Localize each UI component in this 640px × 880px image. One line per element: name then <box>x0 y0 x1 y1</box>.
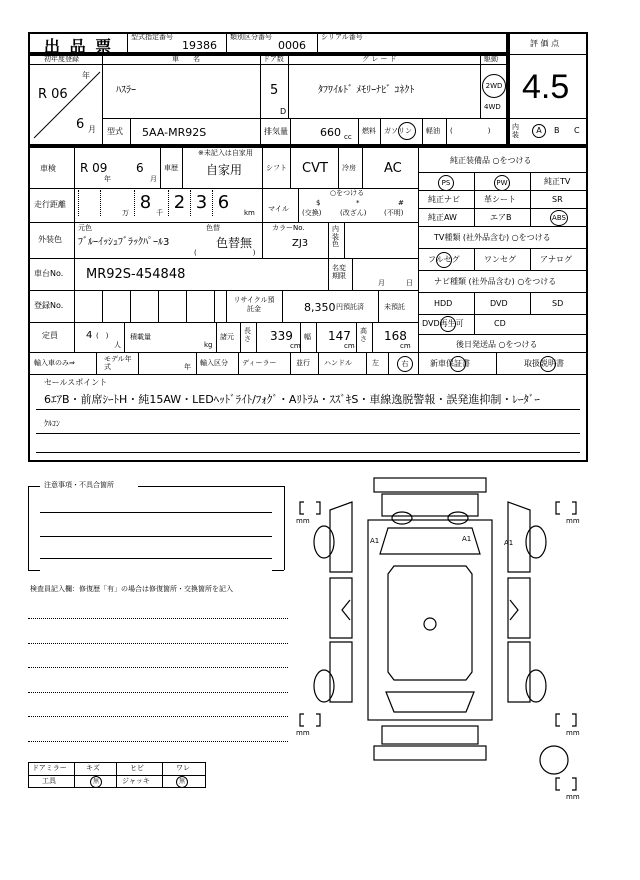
mileage-man-suffix: 万 <box>122 209 129 217</box>
tv-fullseg: フルセグ <box>428 255 460 264</box>
notes-title: 注意事項・不具合箇所 <box>44 481 114 489</box>
later-manual-circle <box>540 356 556 372</box>
length-unit: cm <box>290 342 301 350</box>
type-designation-label: 型式指定番号 <box>131 33 173 41</box>
model-year-label: モデル年式 <box>104 355 132 372</box>
first-reg-era: R 06 <box>38 87 68 102</box>
interior-grade-b: B <box>554 126 560 135</box>
diagram-mark-1: A1 <box>370 537 380 545</box>
dims-label: 諸元 <box>220 333 234 341</box>
length-value: 339 <box>270 329 293 343</box>
capacity-paren: ( ) <box>96 332 109 340</box>
navi-hdd: HDD <box>434 299 453 308</box>
tv-analog: アナログ <box>540 255 572 264</box>
name-change-day: 日 <box>406 279 413 287</box>
equip-genuine-tv: 純正TV <box>544 177 571 186</box>
import-parallel: 並行 <box>296 359 310 367</box>
displacement-unit: cc <box>344 133 352 141</box>
navi-sd: SD <box>552 299 564 308</box>
category-value: 0006 <box>278 39 306 52</box>
equip-pw: PW <box>494 175 510 191</box>
capacity-value: 4 <box>86 330 93 341</box>
height-unit: cm <box>400 342 411 350</box>
color-no-value: ZJ3 <box>292 238 309 249</box>
tv-title: TV種類 (社外品含む) ○をつける <box>434 233 551 242</box>
grade-value: ﾀﾌﾜｲﾙﾄﾞ ﾒﾓﾘｰﾅﾋﾞ ｺﾈｸﾄ <box>318 85 415 96</box>
length-label: 長さ <box>244 327 251 343</box>
model-value: 5AA-MR92S <box>142 126 207 139</box>
navi-dvd-playable-circle <box>440 316 456 332</box>
doors-type: D <box>280 107 287 116</box>
drive-2wd: 2WD <box>482 74 506 98</box>
mile-label: マイル <box>268 205 289 213</box>
inspection-year: R 09 <box>80 161 108 175</box>
model-year-suffix: 年 <box>184 363 191 371</box>
history-value: 自家用 <box>206 163 243 177</box>
door-mirror-label: ドアミラー <box>32 764 67 772</box>
doors-value: 5 <box>270 83 279 98</box>
mileage-digit <box>100 190 122 216</box>
diagram-mark-3: A1 <box>504 539 514 547</box>
car-name-label: 車 名 <box>172 55 200 63</box>
original-color-label: 元色 <box>78 224 92 232</box>
height-label: 高さ <box>360 327 367 343</box>
tools-status: 無 <box>90 776 102 788</box>
navi-cd: CD <box>494 319 506 328</box>
mileage-sen-suffix: 千 <box>156 209 163 217</box>
drive-4wd: 4WD <box>484 103 501 111</box>
model-label: 型式 <box>107 127 123 136</box>
serial-label: シリアル番号 <box>321 33 363 41</box>
mileage-hash: # <box>398 199 404 207</box>
mileage-hash-desc: (不明) <box>384 209 404 217</box>
displacement-label: 排気量 <box>264 127 288 136</box>
recycle-value: 8,350 <box>304 301 336 314</box>
repaint-value: 色替無 <box>216 236 253 250</box>
shift-value: CVT <box>302 161 328 176</box>
registration-label: 登録No. <box>34 301 64 310</box>
inspection-year-suffix: 年 <box>104 175 111 183</box>
import-dealer: ディーラー <box>242 359 277 367</box>
equip-leather: 革シート <box>484 195 516 204</box>
capacity-label: 定員 <box>42 331 58 340</box>
jack-status: 無 <box>176 776 188 788</box>
sales-points-line2: ｸﾙｺﾝ <box>44 419 60 428</box>
mm-label-1: mm <box>296 517 310 525</box>
later-title: 後日発送品 ○をつける <box>456 340 538 349</box>
repaint-label: 色替 <box>206 224 220 232</box>
shift-label: シフト <box>266 164 287 172</box>
fuel-light-oil: 軽油 <box>426 127 440 135</box>
load-label: 積載量 <box>130 333 151 341</box>
name-change-label: 名変期限 <box>332 264 346 281</box>
width-unit: cm <box>344 342 355 350</box>
import-type-label: 輸入区分 <box>200 359 228 367</box>
mileage-digit: 2 <box>168 190 190 216</box>
mileage-star-desc: (改ざん) <box>340 209 367 217</box>
inspection-month-suffix: 月 <box>150 175 157 183</box>
recycle-unit: 円預託済 <box>336 303 364 311</box>
score-label: 評 価 点 <box>530 39 560 48</box>
score-value: 4.5 <box>522 68 570 106</box>
history-note: ※未記入は自家用 <box>198 149 253 157</box>
fuel-label: 燃料 <box>362 127 376 135</box>
inspector-label: 検査員記入欄：修復歴「有」の場合は修復箇所・交換箇所を記入 <box>30 585 233 593</box>
tv-fullseg-circle <box>436 252 452 268</box>
chassis-label: 車台No. <box>34 269 64 278</box>
mm-label-5: mm <box>566 793 580 801</box>
chassis-value: MR92S-454848 <box>86 267 186 282</box>
interior-grade-c: C <box>574 126 580 135</box>
history-label: 車歴 <box>164 164 178 172</box>
recycle-unpaid: 未預託 <box>384 303 405 311</box>
first-reg-month: 6 <box>76 117 85 132</box>
color-label: 外装色 <box>38 235 62 244</box>
first-reg-month-suffix: 月 <box>88 125 96 134</box>
sales-points-label: セールスポイント <box>44 378 108 387</box>
drive-label: 駆動 <box>484 55 498 63</box>
later-new-warranty-circle <box>450 356 466 372</box>
equip-abs: ABS <box>550 210 568 226</box>
type-designation-value: 19386 <box>182 39 217 52</box>
form-title: 出 品 票 <box>44 37 114 56</box>
name-change-month: 月 <box>378 279 385 287</box>
navi-dvd-playable: DVD再生可 <box>422 319 464 328</box>
navi-title: ナビ種類 (社外品含む) ○をつける <box>434 277 557 286</box>
equip-ps: PS <box>438 175 454 191</box>
genuine-title: 純正装備品 ○をつける <box>450 156 532 165</box>
interior-grade-a: A <box>532 124 546 138</box>
jack-label: ジャッキ <box>122 777 150 785</box>
interior-label: 内装 <box>512 123 519 139</box>
equip-airbag: エアB <box>490 213 512 222</box>
height-value: 168 <box>384 329 407 343</box>
mileage-dollar: $ <box>316 199 321 207</box>
equip-genuine-aw: 純正AW <box>428 213 457 222</box>
mileage-digits <box>78 190 254 220</box>
grade-label: グ レ ー ド <box>362 55 397 63</box>
width-label: 幅 <box>304 333 311 341</box>
scratch-label: キズ <box>86 764 100 772</box>
mileage-star: * <box>356 199 360 207</box>
width-value: 147 <box>328 329 351 343</box>
car-diagram <box>290 470 590 800</box>
mm-label-4: mm <box>566 729 580 737</box>
mileage-dollar-desc: (交換) <box>302 209 322 217</box>
diagram-mark-2: A1 <box>462 535 472 543</box>
mileage-digit <box>78 190 100 216</box>
capacity-unit: 人 <box>114 341 121 349</box>
equip-genuine-navi: 純正ナビ <box>428 195 460 204</box>
load-unit: kg <box>204 341 213 349</box>
mileage-digit: 6 <box>212 190 234 216</box>
later-manual: 取扱説明書 <box>524 359 564 368</box>
displacement-value: 660 <box>320 126 341 139</box>
ac-value: AC <box>384 161 402 176</box>
doors-label: ドア数 <box>263 55 284 63</box>
color-no-label: カラーNo. <box>272 224 305 232</box>
car-name-value: ﾊｽﾗｰ <box>116 85 136 96</box>
mm-label-3: mm <box>296 729 310 737</box>
later-new-warranty: 新車保証書 <box>430 359 470 368</box>
first-reg-label: 初年度登録 <box>44 55 79 63</box>
break-label: ワレ <box>176 764 190 772</box>
recycle-label: リサイクル預託金 <box>233 296 275 314</box>
mileage-digit: 8 <box>134 190 156 216</box>
mileage-km: km <box>244 209 255 217</box>
mileage-digit: 3 <box>190 190 212 216</box>
fuel-gasoline: ガソリン <box>384 127 412 135</box>
crack-label: ヒビ <box>130 764 144 772</box>
mm-label-2: mm <box>566 517 580 525</box>
fuel-gasoline-circle <box>398 122 416 140</box>
handle-right: 右 <box>397 356 413 372</box>
tv-oneseg: ワンセグ <box>484 255 516 264</box>
navi-dvd: DVD <box>490 299 508 308</box>
sales-points-line1: 6ｴｱB・前席ｼｰﾄH・純15AW・LEDﾍｯﾄﾞﾗｲﾄ/ﾌｫｸﾞ・Aﾘﾄﾗﾑ・ｽｽﾞｷS・車線逸脱警報・誤発進抑制・ﾚｰﾀﾞｰ <box>44 393 540 406</box>
fuel-other: ( ) <box>450 127 491 135</box>
original-color-value: ﾌﾞﾙｰｲｯｼｭﾌﾞﾗｯｸﾊﾟｰﾙ3 <box>78 237 170 248</box>
tools-label: 工具 <box>42 777 56 785</box>
handle-left: 左 <box>372 359 379 367</box>
first-reg-year-suffix: 年 <box>82 71 90 80</box>
repaint-paren: ( ) <box>194 249 256 257</box>
handle-label: ハンドル <box>324 359 352 367</box>
inspection-month: 6 <box>136 161 144 175</box>
mileage-circle-note: ○をつける <box>330 189 365 197</box>
inspection-label: 車検 <box>40 164 56 173</box>
interior-color-label: 内装色 <box>332 225 339 249</box>
import-label: 輸入車のみ⇒ <box>34 359 75 367</box>
ac-label: 冷房 <box>342 164 356 172</box>
equip-sr: SR <box>552 195 563 204</box>
mileage-label: 走行距離 <box>34 200 66 209</box>
category-label: 類別区分番号 <box>230 33 272 41</box>
